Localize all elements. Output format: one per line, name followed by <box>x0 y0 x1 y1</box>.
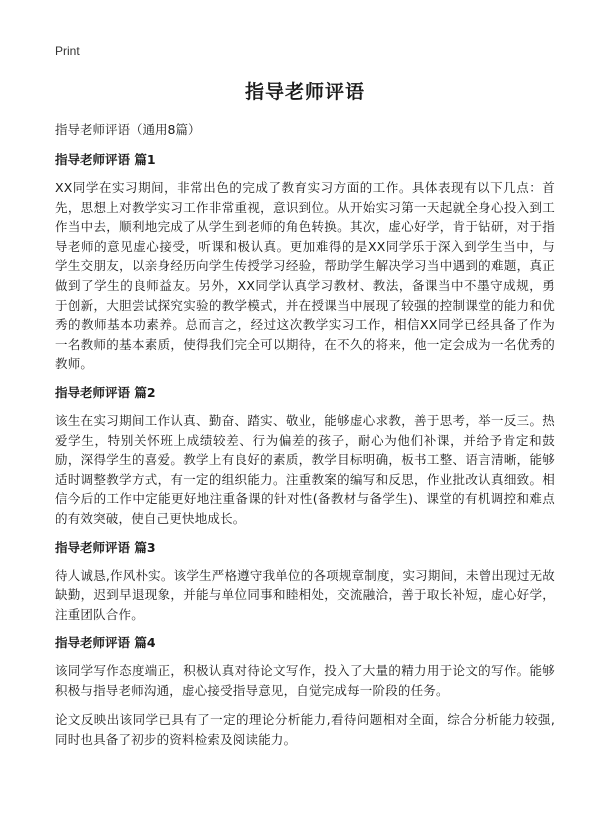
section-heading: 指导老师评语 篇3 <box>55 539 156 555</box>
section-paragraph: 论文反映出该同学已具有了一定的理论分析能力,看待问题相对全面，综合分析能力较强,同时也具备了初步的资料检索及阅读能力。 <box>55 712 555 748</box>
section-paragraph: 该生在实习期间工作认真、勤奋、踏实、敬业，能够虚心求教，善于思考，举一反三。热爱学生，特别关怀班上成绩较差、行为偏差的孩子，耐心为他们补课，并给予肯定和鼓励，深得学生的喜爱。教学上有良好的素质，教学目标明确，板书工整、语言清晰，能够适时调整教学方式，有一定的组织能力。注重教案的编写和反思，作业批改认真细致。相信今后的工作中定能更好地注重备课的针对性(备教材与备学生)、课堂的有机调控和难点的有效突破，使自己更快地成长。 <box>55 412 555 526</box>
section-paragraph: XX同学在实习期间，非常出色的完成了教育实习方面的工作。具体表现有以下几点：首先，思想上对教学实习工作非常重视，意识到位。从开始实习第一天起就全身心投入到工作当中去，顺利地完成了从学生到老师的角色转换。其次，虚心好学，肯于钻研，对于指导老师的意见虚心接受，听课和极认真。更加难得的是XX同学乐于深入到学生当中，与学生交朋友，以亲身经历向学生传授学习经验，帮助学生解决学习当中遇到的难题，真正做到了学生的良师益友。另外，XX同学认真学习教材、教法，备课当中不墨守成规，勇于创新，大胆尝试探究实验的教学模式，并在授课当中展现了较强的控制课堂的能力和优秀的教师基本功素养。总而言之，经过这次教学实习工作，相信XX同学已经具备了作为一名教师的基本素质，使得我们完全可以期待，在不久的将来，他一定会成为一名优秀的教师。 <box>55 180 555 372</box>
section-paragraph: 该同学写作态度端正，积极认真对待论文写作，投入了大量的精力用于论文的写作。能够积极与指导老师沟通，虚心接受指导意见，自觉完成每一阶段的任务。 <box>55 663 555 698</box>
section-heading: 指导老师评语 篇2 <box>55 384 156 400</box>
section-1 <box>55 151 555 374</box>
document-title: 指导老师评语 <box>244 81 365 103</box>
print-link[interactable]: Print <box>55 44 80 58</box>
section-4 <box>55 634 555 749</box>
document-subtitle: 指导老师评语（通用8篇） <box>55 122 201 137</box>
section-heading: 指导老师评语 篇1 <box>55 152 156 167</box>
section-paragraph: 待人诚恳,作风朴实。该学生严格遵守我单位的各项规章制度，实习期间，未曾出现过无故缺勤，迟到早退现象，并能与单位同事和睦相处，交流融洽，善于取长补短，虚心好学，注重团队合作。 <box>55 567 555 622</box>
section-heading: 指导老师评语 篇4 <box>55 635 156 651</box>
section-3 <box>55 539 555 625</box>
section-2 <box>55 384 555 529</box>
